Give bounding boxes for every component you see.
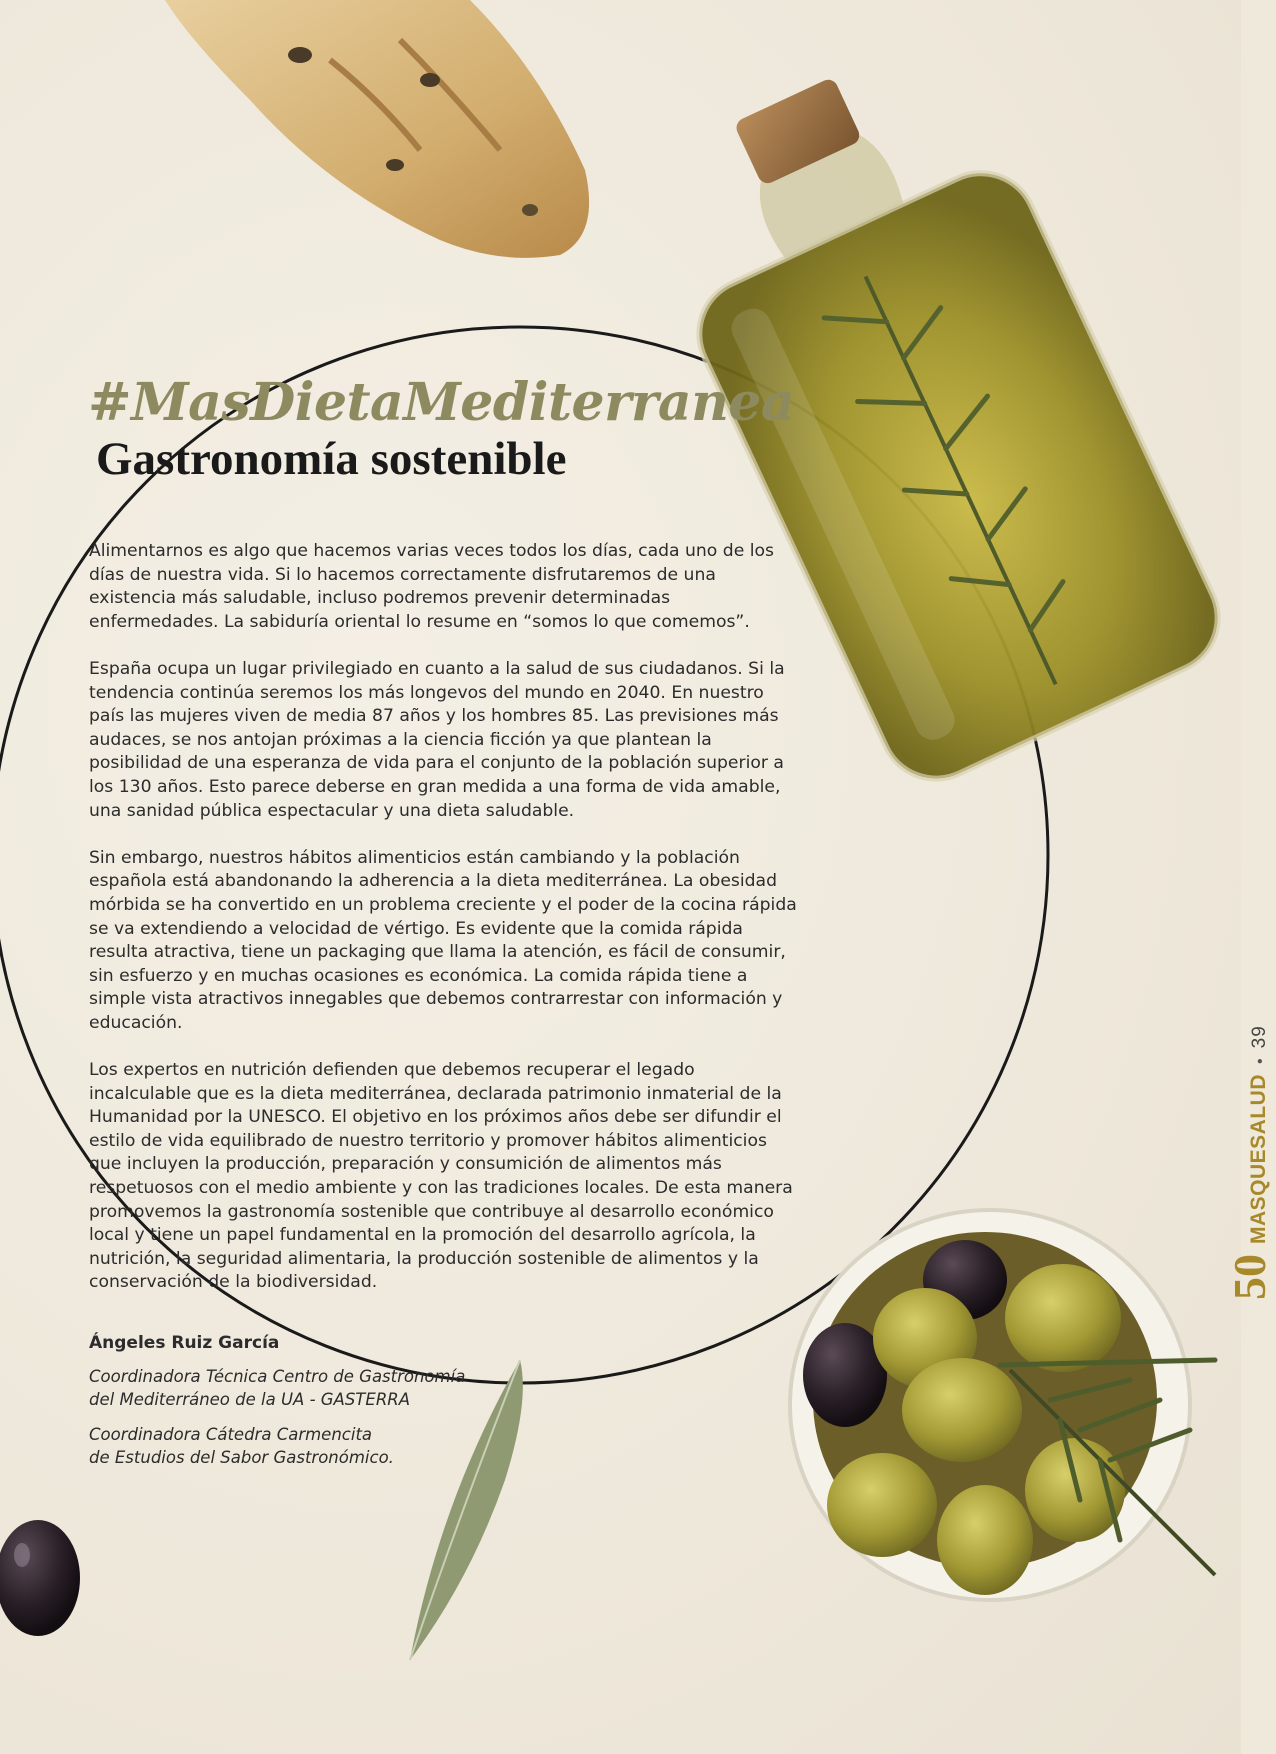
article-body xyxy=(89,540,801,1319)
paragraph-2: España ocupa un lugar privilegiado en cuanto a la salud de sus ciudadanos. Si la tendencia continúa seremos los más longevos del mundo en 2040. En nuestro país las mujeres viven de media 87 años y los hombres 85. Las previsiones más audaces, se nos antojan próximas a la ciencia ficción ya que plantean la posibilidad de una esperanza de vida para el conjunto de la población superior a los 130 años. Esto parece deberse en gran medida a una forma de vida amable, una sanidad pública espectacular y una dieta saludable. xyxy=(89,658,785,821)
paragraph-1: Alimentarnos es algo que hacemos varias veces todos los días, cada uno de los días de nuestra vida. Si lo hacemos correctamente disfrutaremos de una existencia más saludable, incluso podremos prevenir determinadas enfermedades. La sabiduría oriental lo resume en “somos lo que comemos”. xyxy=(89,541,774,632)
brand-name: MASQUESALUD xyxy=(1247,1073,1270,1244)
article-subheadline: Gastronomía sostenible xyxy=(96,433,567,485)
brand-number: 50 xyxy=(1224,1254,1275,1300)
olive-bowl-image xyxy=(790,1210,1215,1600)
bread-image xyxy=(165,0,589,258)
paragraph-4: Los expertos en nutrición defienden que debemos recuperar el legado incalculable que es la dieta mediterránea, declarada patrimonio inmaterial de la Humanidad por la UNESCO. El objetivo en los próximos años debe ser difundir el estilo de vida equilibrado de nuestro territorio y promover hábitos alimenticios que incluyen la producción, preparación y consumición de alimentos más respetuosos con el medio ambiente y con las tradiciones locales. De esta manera promovemos la gastronomía sostenible que contribuye al desarrollo económico local y tiene un papel fundamental en la promoción del desarrollo agrícola, la nutrición, la seguridad alimentaria, la producción sostenible de alimentos y la conservación de la biodiversidad. xyxy=(89,1060,793,1293)
author-role-1: Coordinadora Técnica Centro de Gastronomía del Mediterráneo de la UA - GASTERRA xyxy=(89,1367,466,1409)
black-olive-image xyxy=(0,1520,80,1636)
author-block xyxy=(89,1333,519,1481)
paragraph-3: Sin embargo, nuestros hábitos alimenticios están cambiando y la población española está abandonando la adherencia a la dieta mediterránea. La obesidad mórbida se ha convertido en un problema creciente y el poder de la cocina rápida se va extendiendo a velocidad de vértigo. Es evidente que la comida rápida resulta atractiva, tiene un packaging que llama la atención, es fácil de consumir, sin esfuerzo y en muchas ocasiones es económica. La comida rápida tiene a simple vista atractivos innegables que debemos contrarrestar con información y educación. xyxy=(89,847,797,1033)
magazine-side-tag xyxy=(1223,1025,1276,1300)
author-role-2: Coordinadora Cátedra Carmencita de Estudios del Sabor Gastronómico. xyxy=(89,1425,394,1467)
page-number: 39 xyxy=(1249,1025,1270,1049)
author-name: Ángeles Ruiz García xyxy=(89,1333,280,1353)
separator-dot: • xyxy=(1252,1058,1269,1064)
article-headline: #MasDietaMediterranea xyxy=(88,372,795,433)
